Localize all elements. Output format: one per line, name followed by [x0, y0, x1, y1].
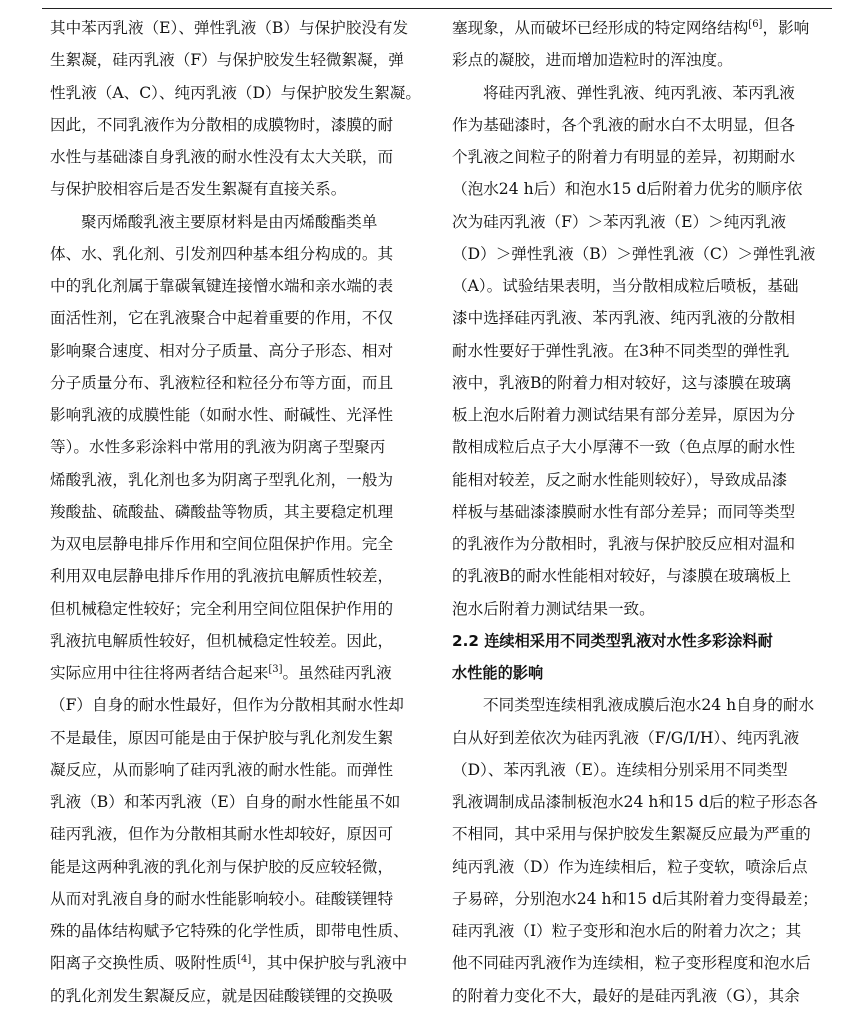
text-line	[50, 915, 438, 947]
line-text: 实际应用中往往将两者结合起来	[50, 664, 269, 682]
line-text: 其中苯丙乳液（E）、弹性乳液（B）与保护胶没有发	[50, 19, 409, 37]
text-line	[452, 302, 840, 334]
text-line	[50, 77, 438, 109]
text-line	[452, 335, 840, 367]
line-text: 个乳液之间粒子的附着力有明显的差异，初期耐水	[452, 148, 796, 166]
line-text: 能是这两种乳液的乳化剂与保护胶的反应较轻微，	[50, 857, 394, 876]
line-text: （D）＞弹性乳液（B）＞弹性乳液（C）＞弹性乳液	[452, 244, 816, 263]
line-text: 影响乳液的成膜性能（如耐水性、耐碱性、光泽性	[50, 406, 394, 424]
line-text: 羧酸盐、硫酸盐、磷酸盐等物质，其主要稳定机理	[50, 502, 394, 521]
line-text: 聚丙烯酸乳液主要原材料是由丙烯酸酯类单	[81, 212, 378, 231]
line-text-after: 。虽然硅丙乳液	[282, 664, 392, 682]
text-line	[50, 141, 438, 173]
citation-ref: [4]	[237, 954, 252, 966]
text-line	[50, 786, 438, 818]
header-rule	[42, 8, 832, 9]
text-line	[50, 947, 438, 979]
text-line	[50, 625, 438, 657]
text-line	[452, 206, 840, 238]
line-text: （D）、苯丙乳液（E）。连续相分别采用不同类型	[452, 760, 788, 779]
text-line	[50, 302, 438, 334]
text-line	[50, 109, 438, 141]
line-text: 子易碎，分别泡水24 h和15 d后其附着力变得最差；	[452, 889, 818, 908]
line-text: 的乳化剂发生絮凝反应，就是因硅酸镁锂的交换吸	[50, 986, 394, 1005]
line-text: 阳离子交换性质、吸附性质	[50, 954, 238, 973]
line-text: 不是最佳，原因可能是由于保护胶与乳化剂发生絮	[50, 728, 394, 747]
line-text: 的乳液作为分散相时，乳液与保护胶反应相对温和	[452, 535, 796, 553]
text-line	[50, 657, 438, 689]
text-line	[452, 560, 840, 592]
text-line	[50, 754, 438, 786]
line-text: 影响聚合速度、相对分子质量、高分子形态、相对	[50, 341, 394, 360]
line-text: （泡水24 h后）和泡水15 d后附着力优劣的顺序依	[452, 180, 803, 199]
line-text: 分子质量分布、乳液粒径和粒径分布等方面，而且	[50, 373, 394, 392]
line-text: （A）。试验结果表明，当分散相成粒后喷板，基础	[452, 277, 799, 295]
citation-ref: [6]	[748, 19, 763, 30]
line-text: 将硅丙乳液、弹性乳液、纯丙乳液、苯丙乳液	[483, 83, 795, 102]
text-line	[452, 818, 840, 850]
line-text: 2.2 连续相采用不同类型乳液对水性多彩涂料耐	[452, 631, 773, 650]
line-text: 性乳液（A、C）、纯丙乳液（D）与保护胶发生絮凝。	[50, 83, 421, 102]
text-line	[452, 464, 840, 496]
text-line	[50, 44, 438, 76]
line-text: （F）自身的耐水性最好，但作为分散相其耐水性却	[50, 696, 404, 715]
text-line	[452, 496, 840, 528]
line-text: 漆中选择硅丙乳液、苯丙乳液、纯丙乳液的分散相	[452, 309, 796, 328]
text-line	[452, 689, 840, 721]
text-line	[50, 496, 438, 528]
section-heading-line	[452, 657, 840, 689]
line-text: 体、水、乳化剂、引发剂四种基本组分构成的。其	[50, 244, 394, 263]
text-line	[452, 399, 840, 431]
line-text: 面活性剂，它在乳液聚合中起着重要的作用，不仅	[50, 309, 394, 328]
line-text: 生絮凝，硅丙乳液（F）与保护胶发生轻微絮凝，弹	[50, 51, 404, 70]
text-line	[50, 270, 438, 302]
text-line	[50, 399, 438, 431]
line-text: 从而对乳液自身的耐水性能影响较小。硅酸镁锂特	[50, 889, 394, 908]
text-line	[50, 464, 438, 496]
line-text: 与保护胶相容后是否发生絮凝有直接关系。	[50, 180, 347, 199]
line-text: 等）。水性多彩涂料中常用的乳液为阴离子型聚丙	[50, 438, 386, 457]
text-line	[452, 109, 840, 141]
text-line	[50, 12, 438, 44]
text-line	[452, 915, 840, 947]
text-line	[50, 173, 438, 205]
line-text: 能相对较差，反之耐水性能则较好），导致成品漆	[452, 470, 788, 489]
line-text: 的附着力变化不大，最好的是硅丙乳液（G），其余	[452, 986, 800, 1005]
text-line	[452, 77, 840, 109]
text-line	[50, 722, 438, 754]
line-text: 不同类型连续相乳液成膜后泡水24 h自身的耐水	[483, 696, 815, 715]
line-text: 的乳液B的耐水性能相对较好，与漆膜在玻璃板上	[452, 567, 791, 586]
text-line	[452, 980, 840, 1012]
text-line	[50, 593, 438, 625]
section-heading-line	[452, 625, 840, 657]
text-line	[50, 560, 438, 592]
text-line	[452, 141, 840, 173]
line-text: 硅丙乳液，但作为分散相其耐水性却较好，原因可	[50, 825, 394, 844]
line-text: 次为硅丙乳液（F）＞苯丙乳液（E）＞纯丙乳液	[452, 212, 787, 231]
line-text: 但机械稳定性较好；完全利用空间位阻保护作用的	[50, 599, 394, 618]
line-text: 板上泡水后附着力测试结果有部分差异，原因为分	[452, 406, 796, 424]
line-text-after: ，影响	[762, 19, 810, 37]
text-line	[452, 786, 840, 818]
citation-ref: [3]	[268, 664, 283, 675]
line-text: 凝反应，从而影响了硅丙乳液的耐水性能。而弹性	[50, 760, 394, 779]
line-text: 彩点的凝胶，进而增加造粒时的浑浊度。	[452, 51, 733, 70]
text-line	[452, 851, 840, 883]
text-line	[452, 431, 840, 463]
text-line	[452, 528, 840, 560]
line-text: 因此，不同乳液作为分散相的成膜物时，漆膜的耐	[50, 115, 394, 134]
line-text: 作为基础漆时，各个乳液的耐水白不太明显，但各	[452, 115, 796, 134]
line-text: 液中，乳液B的附着力相对较好，这与漆膜在玻璃	[452, 373, 791, 392]
line-text: 水性与基础漆自身乳液的耐水性没有太大关联，而	[50, 148, 394, 166]
text-line	[452, 593, 840, 625]
text-line	[50, 335, 438, 367]
line-text: 样板与基础漆漆膜耐水性有部分差异；而同等类型	[452, 502, 796, 521]
text-line	[452, 754, 840, 786]
line-text: 白从好到差依次为硅丙乳液（F/G/I/H）、纯丙乳液	[452, 728, 800, 747]
text-line	[50, 851, 438, 883]
text-line	[452, 270, 840, 302]
line-text: 泡水后附着力测试结果一致。	[452, 599, 655, 618]
line-text: 乳液（B）和苯丙乳液（E）自身的耐水性能虽不如	[50, 793, 401, 811]
text-line	[50, 431, 438, 463]
line-text: 纯丙乳液（D）作为连续相后，粒子变软，喷涂后点	[452, 857, 808, 876]
text-line	[50, 367, 438, 399]
line-text: 耐水性要好于弹性乳液。在3种不同类型的弹性乳	[452, 341, 790, 360]
text-line	[50, 238, 438, 270]
left-column	[50, 12, 438, 1012]
text-line	[452, 722, 840, 754]
line-text-after: ，其中保护胶与乳液中	[251, 954, 408, 973]
line-text: 乳液抗电解质性较好，但机械稳定性较差。因此，	[50, 631, 394, 650]
line-text: 殊的晶体结构赋予它特殊的化学性质，即带电性质、	[50, 922, 409, 940]
line-text: 为双电层静电排斥作用和空间位阻保护作用。完全	[50, 535, 394, 553]
line-text: 乳液调制成品漆制板泡水24 h和15 d后的粒子形态各	[452, 793, 818, 811]
text-line	[50, 818, 438, 850]
line-text: 水性能的影响	[452, 664, 544, 682]
text-line	[50, 528, 438, 560]
line-text: 不相同，其中采用与保护胶发生絮凝反应最为严重的	[452, 825, 811, 844]
right-column	[452, 12, 840, 1012]
line-text: 利用双电层静电排斥作用的乳液抗电解质性较差，	[50, 567, 394, 586]
text-line	[452, 947, 840, 979]
line-text: 硅丙乳液（I）粒子变形和泡水后的附着力次之；其	[452, 922, 802, 940]
text-line	[452, 12, 840, 44]
line-text: 塞现象，从而破坏已经形成的特定网络结构	[452, 19, 749, 37]
line-text: 散相成粒后点子大小厚薄不一致（色点厚的耐水性	[452, 438, 796, 457]
line-text: 烯酸乳液，乳化剂也多为阴离子型乳化剂，一般为	[50, 470, 394, 489]
text-line	[452, 173, 840, 205]
text-line	[50, 206, 438, 238]
text-line	[452, 367, 840, 399]
line-text: 他不同硅丙乳液作为连续相，粒子变形程度和泡水后	[452, 954, 811, 973]
line-text: 中的乳化剂属于靠碳氧键连接憎水端和亲水端的表	[50, 277, 394, 295]
text-line	[50, 689, 438, 721]
text-line	[452, 44, 840, 76]
text-line	[452, 238, 840, 270]
text-line	[50, 980, 438, 1012]
